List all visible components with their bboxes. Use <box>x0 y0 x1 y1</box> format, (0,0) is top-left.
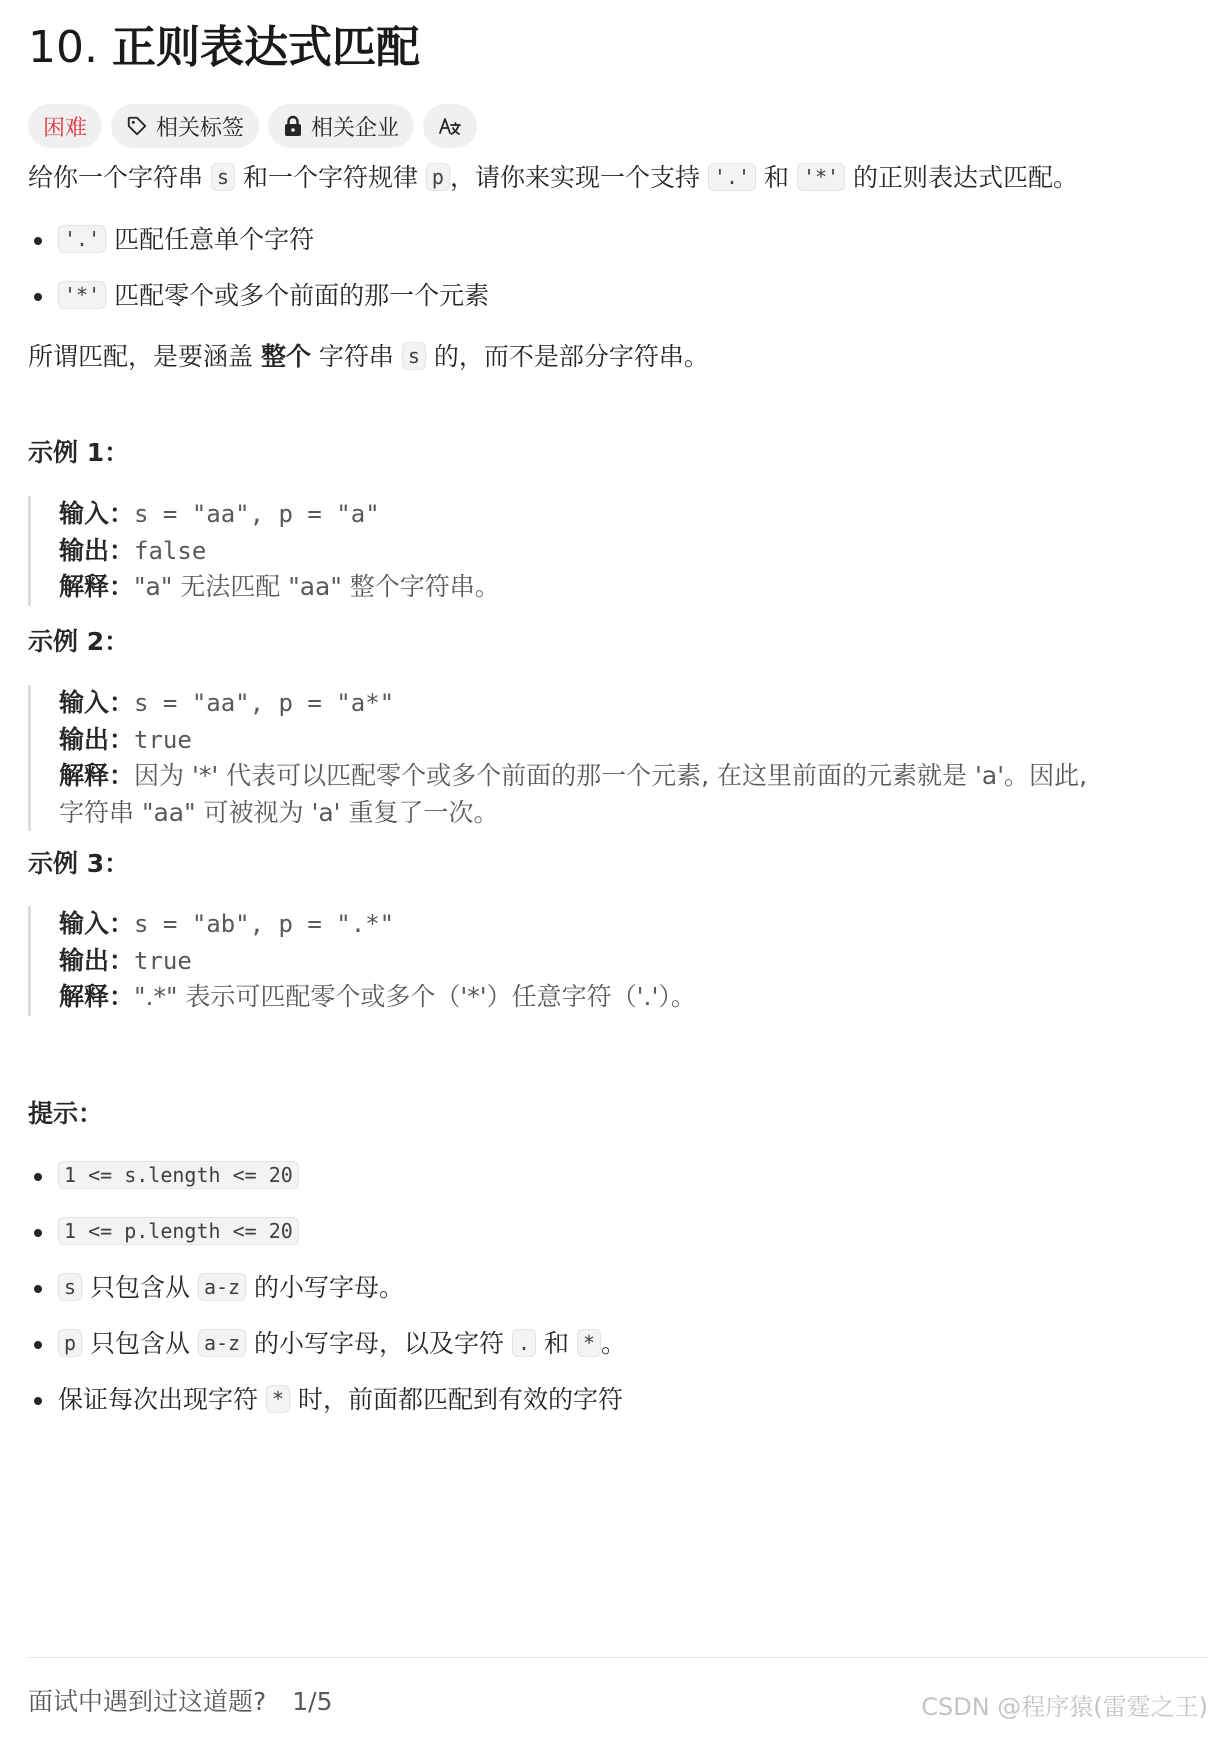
translate-button[interactable] <box>423 104 477 148</box>
inline-code-dot: '.' <box>708 163 756 191</box>
description-text: 字符串 <box>310 342 402 371</box>
description-text: 和 <box>756 163 797 192</box>
list-item <box>28 278 489 315</box>
difficulty-label: 困难 <box>43 115 88 141</box>
example-block <box>28 685 1209 831</box>
difficulty-badge <box>28 104 102 148</box>
list-item <box>28 1158 626 1195</box>
example-output <box>59 722 1209 759</box>
list-item-text: 匹配任意单个字符 <box>106 225 315 254</box>
list-item <box>28 222 489 259</box>
explanation-label: 解释： <box>59 761 135 790</box>
inline-code-s: s <box>58 1273 82 1301</box>
list-item-text: 匹配零个或多个前面的那一个元素 <box>106 281 490 310</box>
inline-code-star: * <box>266 1385 290 1413</box>
input-value: s = "aa", p = "a" <box>134 500 380 528</box>
description-text: 的，而不是部分字符串。 <box>425 342 709 371</box>
problem-name: 正则表达式匹配 <box>111 22 420 73</box>
emphasis-text: 整个 <box>260 342 311 371</box>
input-label: 输入： <box>59 499 135 528</box>
example-explanation <box>59 979 1209 1016</box>
output-label: 输出： <box>59 724 135 754</box>
list-item-text: 保证每次出现字符 <box>58 1385 266 1414</box>
description-text: 所谓匹配，是要涵盖 <box>28 342 261 371</box>
constraint-code: 1 <= p.length <= 20 <box>58 1217 299 1245</box>
example-explanation <box>59 758 1209 795</box>
description-paragraph <box>28 339 709 376</box>
footer-divider <box>28 1657 1208 1658</box>
example-block <box>28 496 1209 606</box>
explanation-text: "a" 无法匹配 "aa" 整个字符串。 <box>134 572 500 601</box>
inline-code-star: '*' <box>58 281 106 309</box>
example-heading: 示例 1： <box>28 438 130 467</box>
example-block <box>28 906 1209 1016</box>
explanation-text: ".*" 表示可匹配零个或多个（'*'）任意字符（'.'）。 <box>134 982 696 1011</box>
inline-code-star: '*' <box>797 163 845 191</box>
explanation-text: 字符串 "aa" 可被视为 'a' 重复了一次。 <box>59 797 499 827</box>
rules-list <box>28 222 489 315</box>
example-heading: 示例 2： <box>28 627 130 656</box>
example-output <box>59 943 1209 980</box>
example-heading: 示例 3： <box>28 849 130 878</box>
bullet-dot <box>34 1173 42 1181</box>
inline-code-range: a-z <box>198 1329 246 1357</box>
interview-question[interactable]: 面试中遇到过这道题? <box>28 1687 267 1716</box>
example-input <box>59 906 1209 943</box>
example-explanation <box>59 569 1209 606</box>
interview-feedback[interactable] <box>28 1684 333 1720</box>
list-item-text: 的小写字母，以及字符 <box>246 1329 512 1358</box>
output-label: 输出： <box>59 535 135 565</box>
bullet-dot <box>34 1285 42 1293</box>
explanation-label: 解释： <box>59 572 135 601</box>
inline-code-dot: . <box>512 1329 536 1357</box>
inline-code-s: s <box>211 163 235 191</box>
related-tags-button[interactable] <box>111 104 259 148</box>
list-item-text: 只包含从 <box>82 1329 198 1358</box>
problem-title <box>28 18 420 78</box>
description-text: 给你一个字符串 <box>28 163 211 192</box>
description-text: 的正则表达式匹配。 <box>845 163 1079 192</box>
related-tags-label: 相关标签 <box>156 115 245 141</box>
explanation-label: 解释： <box>59 982 135 1011</box>
list-item-text: 只包含从 <box>82 1273 198 1302</box>
list-item <box>28 1214 626 1251</box>
list-item-text: 时，前面都匹配到有效的字符 <box>290 1385 623 1414</box>
explanation-text: 因为 '*' 代表可以匹配零个或多个前面的那一个元素, 在这里前面的元素就是 'a'。因此, <box>134 761 1088 790</box>
output-value: true <box>134 946 192 975</box>
watermark: CSDN @程序猿(雷霆之王) <box>921 1693 1208 1721</box>
problem-number: 10. <box>28 22 98 73</box>
bullet-dot <box>34 1397 42 1405</box>
example-explanation-continued <box>59 795 1209 832</box>
list-item <box>28 1326 626 1363</box>
list-item <box>28 1382 626 1419</box>
description-paragraph <box>28 160 1078 197</box>
input-label: 输入： <box>59 688 135 717</box>
constraint-code: 1 <= s.length <= 20 <box>58 1161 299 1189</box>
list-item-text: 的小写字母。 <box>246 1273 405 1302</box>
lock-icon <box>283 115 303 137</box>
inline-code-s: s <box>402 342 426 370</box>
inline-code-range: a-z <box>198 1273 246 1301</box>
output-label: 输出： <box>59 945 135 975</box>
input-value: s = "aa", p = "a*" <box>134 689 395 717</box>
translate-icon <box>438 114 462 138</box>
inline-code-star: * <box>577 1329 601 1357</box>
list-item-text: 和 <box>536 1329 577 1358</box>
output-value: true <box>134 725 192 754</box>
related-companies-label: 相关企业 <box>311 115 400 141</box>
constraints-heading: 提示： <box>28 1099 104 1128</box>
related-companies-button[interactable] <box>268 104 414 148</box>
inline-code-p: p <box>426 163 450 191</box>
description-text: ，请你来实现一个支持 <box>449 163 708 192</box>
bullet-dot <box>34 1341 42 1349</box>
inline-code-p: p <box>58 1329 82 1357</box>
example-input <box>59 685 1209 722</box>
tag-icon <box>126 115 148 137</box>
tag-bar <box>28 104 477 148</box>
bullet-dot <box>34 1229 42 1237</box>
example-input <box>59 496 1209 533</box>
constraints-list <box>28 1158 626 1419</box>
input-label: 输入： <box>59 909 135 938</box>
list-item-text: 。 <box>600 1329 626 1358</box>
output-value: false <box>134 536 207 565</box>
example-output <box>59 533 1209 570</box>
feedback-count: 1/5 <box>292 1687 333 1716</box>
inline-code-dot: '.' <box>58 225 106 253</box>
list-item <box>28 1270 626 1307</box>
description-text: 和一个字符规律 <box>235 163 426 192</box>
input-value: s = "ab", p = ".*" <box>134 910 395 938</box>
bullet-dot <box>34 237 42 245</box>
bullet-dot <box>34 293 42 301</box>
